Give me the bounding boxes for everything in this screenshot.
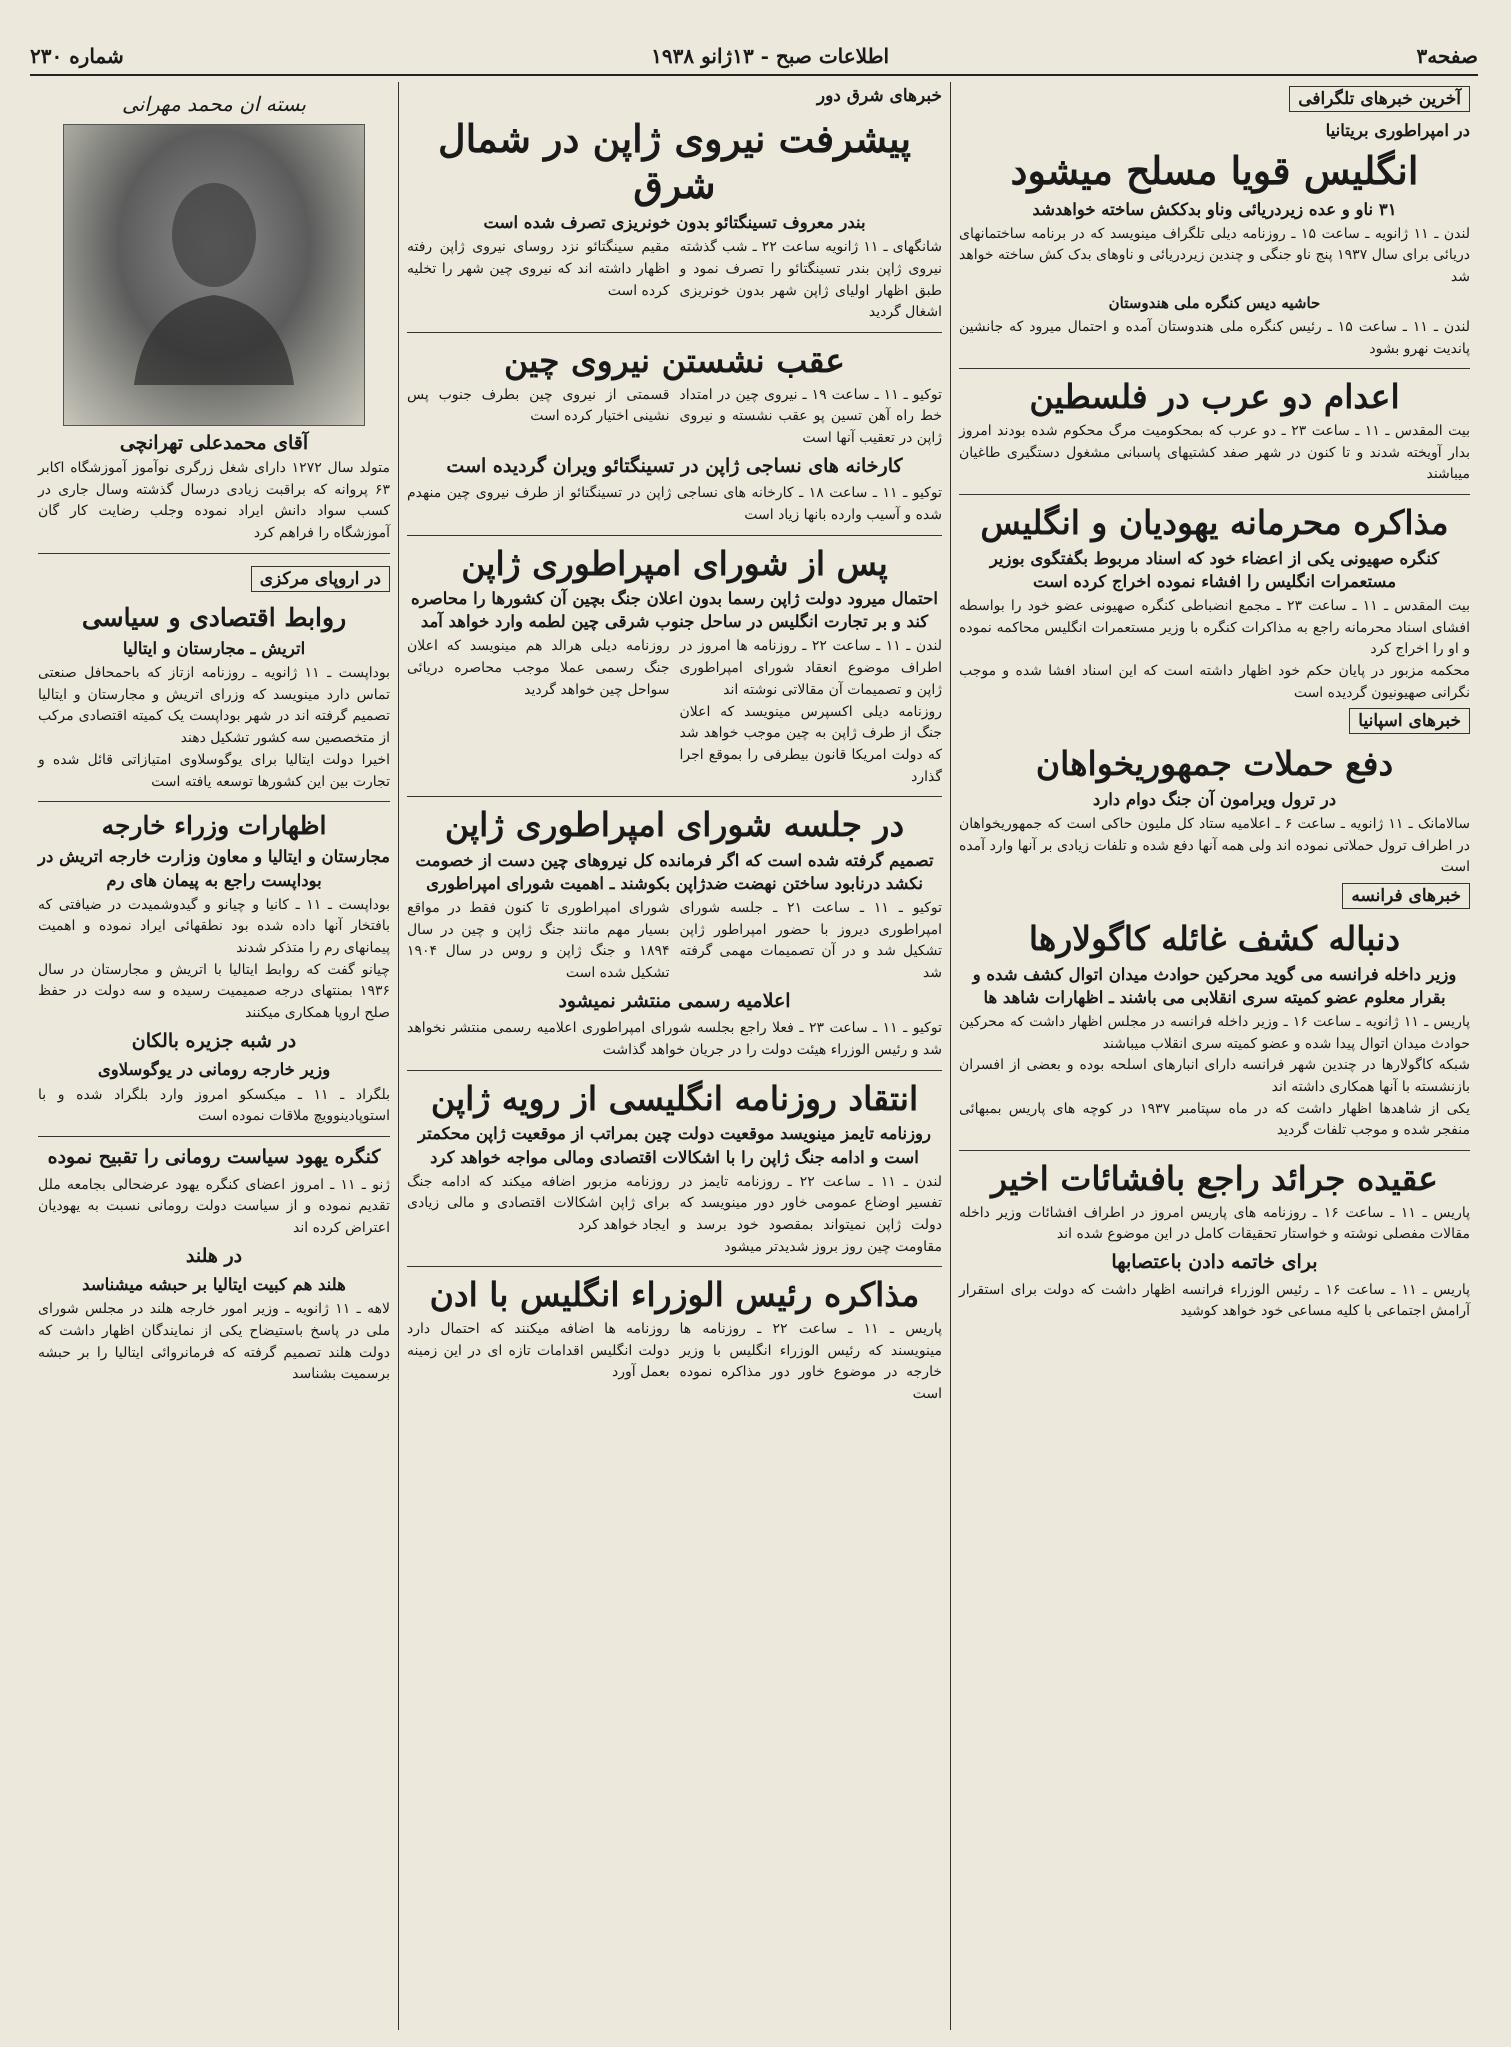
deck: ۳۱ ناو و عده زیردریائی وناو بدککش ساخته خواهدشد (1032, 199, 1397, 219)
body-paragraph: شانگهای ـ ۱۱ ژانویه ساعت ۲۲ ـ شب گذشته نیروی ژاپن بندر تسینگتائو را تصرف نمود و طبق اظهار اولیای ژاپن شهر بدون خونریزی اشغال گردید (679, 239, 942, 321)
body-paragraph: پاریس ـ ۱۱ ـ ساعت ۱۶ ـ روزنامه های پاریس امروز در اطراف افشائات وزیر داخله مقالات مفصلی نوشته و خواستار تحقیقات کامل در این موضوع شده اند (959, 1204, 1470, 1243)
section-kicker: خبرهای شرق دور (816, 86, 942, 106)
headline: اظهارات وزراء خارجه (101, 811, 327, 841)
body-paragraph: روزنامه دیلی اکسپرس مینویسد که اعلان جنگ از طرف ژاپن به چین موجب خواهد شد که دولت امریکا قانون بیطرفی را بموقع اجرا گذارد (679, 703, 942, 785)
left-column (30, 82, 398, 2030)
title-date: اطلاعات صبح - ۱۳ژانو ۱۹۳۸ (651, 44, 890, 68)
subhead-title: هلند هم کبیت ایتالیا بر حبشه میشناسد (82, 1275, 346, 1295)
section-kicker: خبرهای فرانسه (1342, 883, 1470, 909)
deck: روزنامه تایمز مینویسد موقعیت دولت چین بمراتب از موقعیت ژاپن محکمتر است و ادامه جنگ ژاپن را با اشکالات اقتصادی ومالی مواجه خواهد کرد (418, 1124, 931, 1167)
body-paragraph: روزنامه ها اضافه میکنند که احتمال دارد دولت انگلیس اقدامات تازه ای در این زمینه بعمل آورد (407, 1320, 670, 1381)
body-paragraph: شورای امپراطوری تا کنون فقط در مواقع بسیار مهم مانند جنگ ژاپن و چین در سال ۱۸۹۴ و جنگ ژاپن و روس در سال ۱۹۰۴ تشکیل شده است (407, 900, 670, 982)
deck: تصمیم گرفته شده است که اگر فرمانده کل نیروهای چین دست از خصومت نکشد درنابود ساختن نهضت ضدژاپن بکوشند ـ اهمیت شورای امپراطوری (415, 850, 934, 893)
page-label: صفحه۳ (1416, 44, 1478, 68)
headline: دنباله کشف غائله کاگولارها (1028, 919, 1401, 959)
body-paragraph: ژنو ـ ۱۱ ـ امروز اعضای کنگره یهود عرضحالی بجامعه ملل تقدیم نموده و از سیاست دولت رومانی نسبت به یهودیان اعتراض کرده اند (38, 1176, 390, 1236)
body-paragraph: روزنامه مزبور اضافه میکند که ادامه جنگ برای ژاپن اشکالات اقتصادی و مالی زیادی ایجاد خواهد کرد (407, 1173, 670, 1233)
body-paragraph: لاهه ـ ۱۱ ژانویه ـ وزیر امور خارجه هلند در مجلس شورای ملی در پاسخ باستیضاح یکی از نمایندگان اظهار داشت که دولت هلند تصمیم گرفته که فرمانروائی ایتالیا را بر حبشه برسمیت بشناسد (38, 1301, 390, 1383)
article-japan-advance (407, 116, 942, 324)
article-jewish-congress (38, 1145, 390, 1386)
body-paragraph: بوداپست ـ ۱۱ ژانویه ـ روزنامه ازتاز که باحمحافل صنعتی تماس دارد مینویسد که وزرای اتریش و مجارستان و ایتالیا تصمیم گرفته اند در شهر بوداپست یک کمیته اقتصادی مرکب از متخصصین سه کشور تشکیل دهند (38, 665, 390, 747)
body-paragraph: پاریس ـ ۱۱ ـ ساعت ۱۶ ـ رئیس الوزراء فرانسه اظهار داشت که دولت برای استقرار آرامش اجتماعی با کلیه مساعی خود خواهد کوشید (959, 1281, 1470, 1320)
body-paragraph: توکیو ـ ۱۱ ـ ساعت ۲۱ ـ جلسه شورای امپراطوری دیروز با حضور امپراطور ژاپن تشکیل شد و در آن تصمیمات مهمی گرفته شد (679, 900, 942, 982)
portrait-text: متولد سال ۱۲۷۲ دارای شغل زرگری نوآموز آموزشگاه اکابر ۶۳ پروانه که براقبت زیادی درسال گذشته وسال جاری در کسب سواد دانش ایراد نموده وجلب رضایت کار گان آموزشگاه را فراهم کرد (38, 460, 390, 542)
article-cagoulards (959, 919, 1470, 1142)
article-zionist (959, 503, 1470, 704)
headline: مذاکره رئیس الوزراء انگلیس با ادن (429, 1275, 920, 1315)
portrait-photo (63, 124, 365, 426)
headline: پیشرفت نیروی ژاپن در شمال شرق (437, 116, 912, 207)
subhead: حاشیه دیس کنگره ملی هندوستان (1108, 293, 1321, 312)
deck: مجارستان و ایتالیا و معاون وزارت خارجه اتریش در بوداپست راجع به پیمان های رم (38, 847, 390, 890)
body-paragraph: محکمه مزبور در پایان حکم خود اظهار داشته است که این اسناد افشا شده و موجب نگرانی صهیونیون گردیده است (959, 662, 1470, 701)
body-paragraph: یکی از شاهدها اظهار داشت که در ماه سپتامبر ۱۹۳۷ در کوچه های پاریس بمبهائی منفجر شده و موجب تلفات گردید (959, 1100, 1470, 1139)
article-times-criticism (407, 1079, 942, 1259)
body-paragraph: بلگراد ـ ۱۱ ـ میکسکو امروز وارد بلگراد شده و با استوپادینوویچ ملاقات نموده است (38, 1086, 390, 1125)
headline: پس از شورای امپراطوری ژاپن (461, 543, 888, 583)
body-paragraph: توکیو ـ ۱۱ ـ ساعت ۲۳ ـ فعلا راجع بجلسه شورای امپراطوری اعلامیه رسمی منتشر نخواهد شد و رئیس الوزراء هیئت دولت را در جریان خواهد گذاشت (407, 1020, 942, 1059)
article-china-retreat (407, 341, 942, 527)
body-paragraph: اخیرا دولت ایتالیا برای یوگوسلاوی امتیازاتی قائل شده و تجارت بین این کشورها توسعه یافته است (38, 751, 390, 790)
article-press-opinion (959, 1159, 1470, 1323)
portrait-silhouette-icon (124, 165, 304, 385)
middle-column (398, 82, 950, 2030)
body-paragraph: لندن ـ ۱۱ ـ ساعت ۲۲ ـ روزنامه ها امروز در اطراف موضوع انعقاد شورای امپراطوری ژاپن و تصمیمات آن مقالاتی نوشته اند (679, 638, 942, 698)
body-paragraph: شبکه کاگولارها در چندین شهر فرانسه دارای انبارهای اسلحه بوده و بعضی از افسران بازنشسته با آنها همکاری داشته اند (959, 1057, 1470, 1095)
subhead: کارخانه های نساجی ژاپن در تسینگتائو ویران گردیده است (446, 454, 903, 477)
section-kicker: در اروپای مرکزی (251, 566, 390, 592)
article-imperial-council (407, 544, 942, 789)
article-central-europe (38, 602, 390, 793)
headline: انتقاد روزنامه انگلیسی از رویه ژاپن (430, 1078, 919, 1118)
section-kicker: خبرهای اسپانیا (1349, 708, 1470, 734)
body-paragraph: چیانو گفت که روابط ایتالیا با اتریش و مجارستان در سال ۱۹۳۶ بمنتهای درجه صمیمیت رسیده و سه دولت در حفظ صلح اروپا همکاری میکنند (38, 961, 390, 1022)
headline: اعدام دو عرب در فلسطین (1029, 377, 1400, 417)
deck: اتریش ـ مجارستان و ایتالیا (122, 639, 306, 658)
section-kicker: آخرین خبرهای تلگرافی (1289, 86, 1470, 112)
article-foreign-ministers (38, 810, 390, 1128)
article-palestine (959, 377, 1470, 486)
article-spain (959, 744, 1470, 879)
body-paragraph: لندن ـ ۱۱ ـ ساعت ۲۲ ـ روزنامه تایمز در تفسیر اوضاع عمومی خاور دور مینویسد که دولت ژاپن نمیتواند بمقصود خود برسد و مقاومت چین روز بروز شدیدتر میشود (679, 1173, 942, 1255)
body-paragraph: لندن ـ ۱۱ ـ ساعت ۱۵ ـ رئیس کنگره ملی هندوستان آمده و احتمال میرود که جانشین پاندیت نهرو بشود (959, 319, 1470, 357)
article-council-session (407, 805, 942, 1062)
headline: عقیده جرائد راجع بافشائات اخیر (991, 1159, 1438, 1198)
body-paragraph: بیت المقدس ـ ۱۱ ـ ساعت ۲۳ ـ مجمع انضباطی کنگره صهیونی عضو خود را بواسطه افشای اسناد محرمانه راجع به مذاکرات کنگره با وزیر مستعمرات انگلیس محاکمه نموده و او را اخراج کرد (959, 597, 1470, 658)
portrait-caption: آقای محمدعلی تهرانچی (119, 432, 309, 454)
headline: دفع حملات جمهوریخواهان (1035, 744, 1394, 784)
body-paragraph: پاریس ـ ۱۱ ژانویه ـ ساعت ۱۶ ـ وزیر داخله فرانسه در مجلس اظهار داشت که محرکین حوادث میدان اتوال پیدا شده و عضو کمیته سری انقلاب میباشند (959, 1013, 1470, 1052)
deck: کنگره صهیونی یکی از اعضاء خود که اسناد مربوط بگفتگوی بوزیر مستعمرات انگلیس را افشاء نموده اخراج کرده است (989, 548, 1440, 591)
subhead-title: وزیر خارجه رومانی در یوگوسلاوی (97, 1060, 331, 1080)
deck: بندر معروف تسینگتائو بدون خونریزی تصرف شده است (483, 213, 866, 233)
body-paragraph: توکیو ـ ۱۱ ـ ساعت ۱۸ ـ کارخانه های نساجی ژاپن در تسینگتائو از طرف نیروی چین منهدم شده و آسیب وارده بانها زیاد است (407, 485, 942, 524)
body-paragraph: بیت المقدس ـ ۱۱ ـ ساعت ۲۳ ـ دو عرب که بمحکومیت مرگ محکوم شده بودند امروز بدار آویخته شدند و تا کنون در شهر صفد کشتیهای پاسبانی مشغول دستگیری طاغیان میباشند (959, 423, 1470, 483)
overline: در امپراطوری بریتانیا (1325, 121, 1470, 140)
deck: در ترول ویرامون آن جنگ دوام دارد (1092, 789, 1337, 809)
masthead (30, 38, 1478, 76)
handwritten-signature: بسته ان محمد مهرانی (122, 92, 306, 116)
body-paragraph: قسمتی از نیروی چین بطرف جنوب پس نشینی اختیار کرده است (407, 386, 670, 425)
article-britain-armament (959, 119, 1470, 360)
article-pm-eden (407, 1275, 942, 1405)
headline: در جلسه شورای امپراطوری ژاپن (444, 805, 905, 845)
body-paragraph: لندن ـ ۱۱ ژانویه ـ ساعت ۱۵ ـ روزنامه دیلی تلگراف مینویسد که در برنامه ساختمانهای دریائی برای سال ۱۹۳۷ پنج ناو جنگی و چندین زیردریائی و ناوهای بدک کش ساخته خواهد شد (959, 225, 1470, 286)
headline: کنگره یهود سیاست رومانی را تقبیح نموده (47, 1145, 381, 1168)
issue-number: شماره ۲۳۰ (30, 44, 124, 68)
right-column (950, 82, 1478, 2030)
headline: انگلیس قویا مسلح میشود (1010, 148, 1419, 194)
body-paragraph: روزنامه دیلی هرالد هم مینویسد که اعلان جنگ رسمی عملا موجب محاصره دریائی سواحل چین خواهد گردید (407, 638, 670, 698)
headline: عقب نشستن نیروی چین (504, 341, 845, 381)
subhead: در هلند (185, 1244, 243, 1267)
subhead: برای خاتمه دادن باعتصابها (1111, 1250, 1318, 1273)
subhead: در شبه جزیره بالکان (131, 1029, 297, 1052)
body-paragraph: توکیو ـ ۱۱ ـ ساعت ۱۹ ـ نیروی چین در امتداد خط راه آهن تسین پو عقب نشسته و نیروی ژاپن در تعقیب آنها است (679, 386, 942, 446)
body-paragraph: بوداپست ـ ۱۱ ـ کانیا و چیانو و گیدوشمیدت در ضیافتی که بافتخار آنها داده شده بود نطقهائی ایراد نموده و اهمیت پیمانهای رم را متذکر شدند (38, 896, 390, 957)
headline: مذاکره محرمانه یهودیان و انگلیس (980, 503, 1449, 543)
subhead: اعلامیه رسمی منتشر نمیشود (558, 989, 791, 1012)
body-paragraph: سالامانک ـ ۱۱ ژانویه ـ ساعت ۶ ـ اعلامیه ستاد کل ملیون حاکی است که جمهوریخواهان در اطراف ترول حملاتی نموده اند ولی همه آنها دفع شده و تلفات زیادی بر آنها وارد آمده است (959, 816, 1470, 876)
headline: روابط اقتصادی و سیاسی (81, 602, 347, 632)
body-paragraph: مقیم سینگتائو نزد روسای نیروی ژاپن رفته اظهار داشته اند که نیروی چین شهر را تخلیه کرده است (407, 239, 670, 299)
newspaper-page (30, 38, 1478, 2030)
deck: وزیر داخله فرانسه می گوید محرکین حوادث میدان اتوال کشف شده و بقرار معلوم عضو کمیته سری انقلابی می باشند ـ اظهارات شاهد ها (972, 964, 1457, 1007)
body-paragraph: پاریس ـ ۱۱ ـ ساعت ۲۲ ـ روزنامه ها مینویسند که رئیس الوزراء انگلیس با وزیر خارجه در موضوع خاور دور مذاکره نموده است (679, 1320, 942, 1403)
deck: احتمال میرود دولت ژاپن رسما بدون اعلان جنگ بچین آن کشورها را محاصره کند و بر تجارت انگلیس در ساحل جنوب شرقی چین لطمه وارد خواهد آمد (411, 589, 938, 632)
